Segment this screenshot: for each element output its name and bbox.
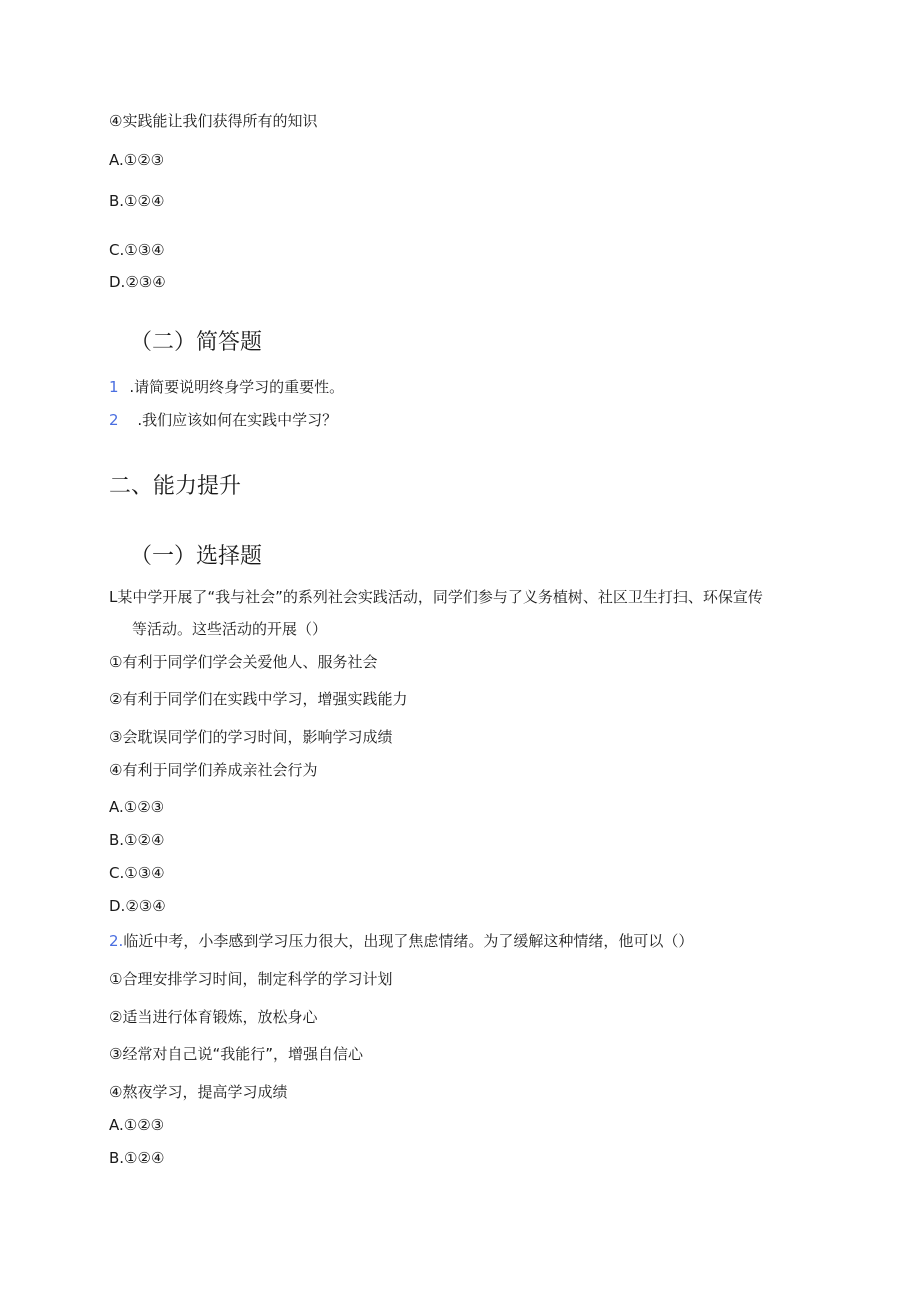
option-b: B.①②④ [109, 192, 165, 210]
choice-heading: （一）选择题 [130, 544, 263, 569]
question-1-line-2: 等活动。这些活动的开展（） [132, 620, 328, 638]
option-a: A.①②③ [109, 151, 165, 169]
question-text: .我们应该如何在实践中学习？ [137, 411, 338, 429]
statement-4: ④有利于同学们养成亲社会行为 [109, 761, 318, 779]
statement-3: ③会耽误同学们的学习时间，影响学习成绩 [109, 728, 393, 746]
question-2 [109, 931, 693, 951]
option-a: A.①②③ [109, 798, 165, 816]
option-b: B.①②④ [109, 831, 165, 849]
option-a: A.①②③ [109, 1116, 165, 1134]
option-d: D.②③④ [109, 897, 166, 915]
question-text: 临近中考，小李感到学习压力很大，出现了焦虑情绪。为了缓解这种情绪，他可以（） [123, 932, 694, 950]
statement-2: ②适当进行体育锻炼，放松身心 [109, 1008, 318, 1026]
statement-4: ④实践能让我们获得所有的知识 [109, 112, 318, 130]
statement-1: ①合理安排学习时间，制定科学的学习计划 [109, 970, 393, 988]
question-number: 2 [109, 411, 119, 429]
statement-3: ③经常对自己说“我能行”，增强自信心 [109, 1045, 363, 1063]
short-answer-question-2 [109, 410, 337, 430]
option-d: D.②③④ [109, 273, 166, 291]
question-1-line-1: L某中学开展了“我与社会”的系列社会实践活动，同学们参与了义务植树、社区卫生打扫、环保宣传 [109, 588, 763, 606]
option-b: B.①②④ [109, 1149, 165, 1167]
statement-1: ①有利于同学们学会关爱他人、服务社会 [109, 653, 378, 671]
short-answer-question-1 [109, 377, 344, 397]
short-answer-heading: （二）简答题 [130, 330, 263, 355]
option-c: C.①③④ [109, 241, 165, 259]
section-heading: 二、能力提升 [109, 474, 242, 499]
question-text: .请简要说明终身学习的重要性。 [129, 378, 345, 396]
statement-2: ②有利于同学们在实践中学习，增强实践能力 [109, 690, 408, 708]
option-c: C.①③④ [109, 864, 165, 882]
statement-4: ④熬夜学习，提高学习成绩 [109, 1083, 288, 1101]
question-number: 1 [109, 378, 119, 396]
question-number: 2. [109, 932, 124, 950]
